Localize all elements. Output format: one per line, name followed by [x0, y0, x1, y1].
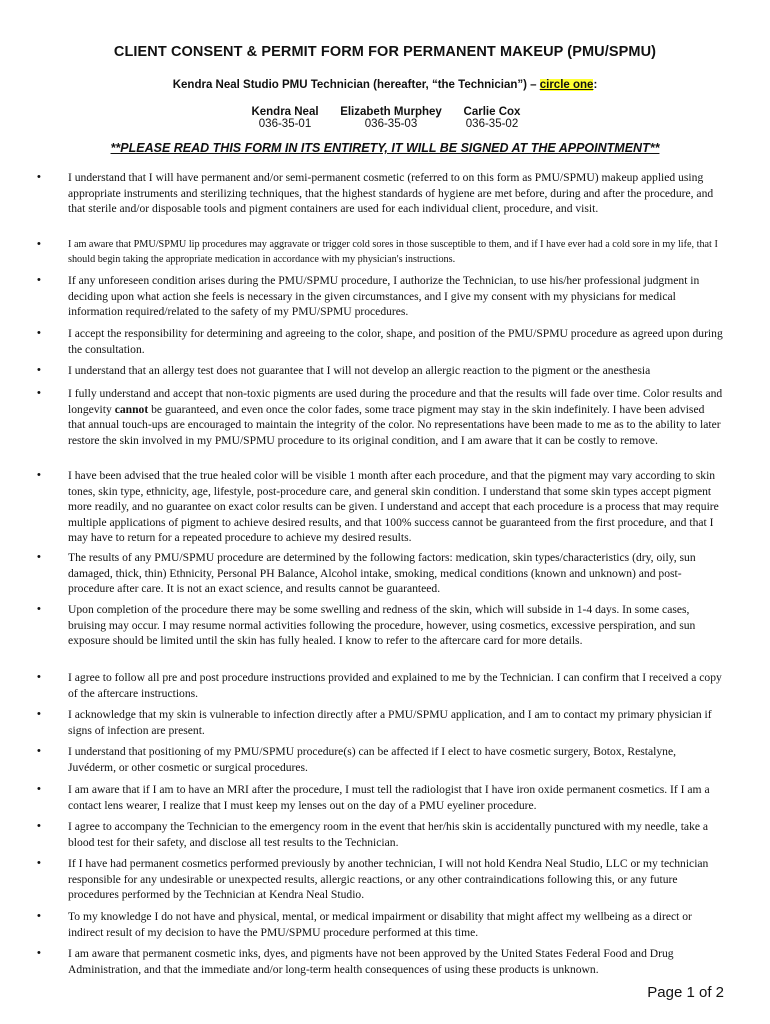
subtitle-colon: : — [593, 79, 598, 91]
consent-item — [37, 468, 723, 546]
technician-option-kendra[interactable] — [235, 106, 335, 130]
bullet: • — [37, 238, 41, 250]
consent-item — [37, 909, 723, 940]
bullet: • — [37, 171, 41, 183]
technician-license: 036-35-01 — [258, 118, 312, 130]
technician-subtitle — [0, 79, 770, 91]
bullet: • — [37, 327, 41, 339]
form-title: CLIENT CONSENT & PERMIT FORM FOR PERMANENT MAKEUP (PMU/SPMU) — [113, 44, 657, 60]
consent-item-text: I accept the responsibility for determining and agreeing to the color, shape, and position of the PMU/SPMU procedure as agreed upon during the consultation. — [68, 327, 723, 356]
bullet: • — [37, 364, 41, 376]
consent-item-text: I understand that I will have permanent and/or semi-permanent cosmetic (referred to on this form as PMU/SPMU) makeup applied using appropriate instruments and sterilizing techniques, that the highest standards of hygiene are met before, during and after the procedure, and that sterile and/or disposable tools and pigment containers are used for each individual client, procedure, and visit. — [68, 171, 714, 216]
consent-item-text: I agree to accompany the Technician to the emergency room in the event that her/his skin is accidentally punctured with my needle, take a blood test for their safety, and disclose all test results to the Technician. — [68, 820, 709, 849]
consent-item-text: I understand that positioning of my PMU/SPMU procedure(s) can be affected if I elect to have cosmetic surgery, Botox, Restalyne, Juvéderm, or other cosmetic or surgical procedures. — [68, 745, 676, 774]
circle-one-highlight: circle one — [539, 79, 594, 91]
read-entirety-notice: **PLEASE READ THIS FORM IN ITS ENTIRETY, IT WILL BE SIGNED AT THE APPOINTMENT** — [110, 141, 660, 155]
bullet: • — [37, 603, 41, 615]
consent-item-text: I agree to follow all pre and post procedure instructions provided and explained to me by the Technician. I can confirm that I received a copy of the aftercare instructions. — [68, 671, 722, 700]
consent-item — [37, 819, 723, 850]
consent-item — [37, 670, 723, 701]
consent-item — [37, 326, 723, 357]
bullet: • — [37, 783, 41, 795]
consent-item — [37, 273, 723, 320]
technician-name: Carlie Cox — [463, 106, 521, 118]
technician-name: Kendra Neal — [251, 106, 319, 118]
consent-item-text: If any unforeseen condition arises during the PMU/SPMU procedure, I authorize the Technician, to use his/her professional judgment in deciding upon what action she feels is necessary in the given circumstances, and I give my consent with my physicians for medical information required/related to the safety of my PMU/SPMU procedures. — [68, 274, 700, 319]
consent-item-text: I understand that an allergy test does not guarantee that I will not develop an allergic reaction to the pigment or the anesthesia — [68, 364, 651, 377]
consent-item-text: I am aware that permanent cosmetic inks, dyes, and pigments have not been approved by the United States Federal Food and Drug Administration, and that the immediate and/or long-term health consequences of using these products is unknown. — [68, 947, 674, 976]
consent-item — [37, 946, 723, 977]
technician-option-carlie[interactable] — [447, 106, 537, 130]
consent-item — [37, 782, 723, 813]
consent-item — [37, 707, 723, 738]
consent-item — [37, 363, 723, 379]
page-number: Page 1 of 2 — [647, 984, 724, 1001]
bullet: • — [37, 274, 41, 286]
consent-item — [37, 386, 723, 448]
bullet: • — [37, 551, 41, 563]
technician-name: Elizabeth Murphey — [340, 106, 442, 118]
bullet: • — [37, 708, 41, 720]
consent-item-text: I have been advised that the true healed color will be visible 1 month after each procedure, and that the pigment may vary according to skin tones, skin type, ethnicity, age, lifestyle, post-procedure care, and general skin condition. I understand that some skin types accept pigment more readily, and no guarantee on exact color results can be given. I understand and accept that each procedure is a process that may require multiple applications of pigment to achieve desired results, and that 100% success cannot be guaranteed from the first procedure, and that I may have to return for a repeated procedure to achieve my desired results. — [68, 469, 719, 545]
consent-item — [37, 237, 723, 268]
technician-license: 036-35-02 — [465, 118, 519, 130]
bullet: • — [37, 745, 41, 757]
bullet: • — [37, 947, 41, 959]
bullet: • — [37, 820, 41, 832]
subtitle-text: Kendra Neal Studio PMU Technician (hereafter, “the Technician”) – — [172, 79, 540, 91]
bullet: • — [37, 671, 41, 683]
consent-item-text: To my knowledge I do not have and physical, mental, or medical impairment or disability that might affect my wellbeing as a direct or indirect result of my decision to have the PMU/SPMU procedure performed at this time. — [68, 910, 692, 939]
technician-license: 036-35-03 — [364, 118, 418, 130]
consent-item-text: I am aware that if I am to have an MRI after the procedure, I must tell the radiologist that I have iron oxide permanent cosmetics. If I am a contact lens wearer, I realize that I must keep my lenses out on the day of a PMU eyeliner procedure. — [68, 783, 710, 812]
consent-item-text: The results of any PMU/SPMU procedure are determined by the following factors: medication, skin types/characteristics (dry, oily, sun damaged, thick, thin) Ethnicity, Personal PH Balance, Alcohol intake, smoking, medical conditions (known and unknown) and post-procedure after care. It is not an exact science, and results cannot be guaranteed. — [68, 551, 696, 596]
bullet: • — [37, 857, 41, 869]
consent-item-text: If I have had permanent cosmetics performed previously by another technician, I will not hold Kendra Neal Studio, LLC or my technician responsible for any undesirable or unexpected results, allergic reactions, or any other contraindications following this, or any future procedures performed by the Technician at Kendra Neal Studio. — [68, 857, 709, 902]
bullet: • — [37, 910, 41, 922]
consent-item — [37, 602, 723, 649]
consent-item — [37, 856, 723, 903]
consent-item-text: Upon completion of the procedure there may be some swelling and redness of the skin, which will subside in 1-4 days. In some cases, bruising may occur. I may resume normal activities following the procedure, however, using cosmetics, excessive perspiration, and sun exposure should be limited until the skin has fully healed. I know to refer to the aftercare card for more details. — [68, 603, 696, 648]
consent-item — [37, 550, 723, 597]
consent-item-text: I acknowledge that my skin is vulnerable to infection directly after a PMU/SPMU application, and I am to contact my primary physician if signs of infection are present. — [68, 708, 712, 737]
consent-item — [37, 170, 723, 217]
consent-item-text: I am aware that PMU/SPMU lip procedures may aggravate or trigger cold sores in those susceptible to them, and if I have ever had a cold sore in my life, that I should begin taking the appropriate medication in accordance with my physician's instructions. — [68, 239, 718, 266]
bullet: • — [37, 387, 41, 399]
bullet: • — [37, 469, 41, 481]
consent-item-text: I fully understand and accept that non-toxic pigments are used during the procedure and that the results will fade over time. Color results and longevity cannot be guaranteed, and even once the color fades, some trace pigment may stay in the skin indefinitely. I have been advised that annual touch-ups are encouraged to maintain the integrity of the color. No representations have been made to me as to the ability to later restore the skin involved in my PMU/SPMU procedure to its original condition, and I am aware that it can be costly to remove. — [68, 387, 723, 447]
technician-option-elizabeth[interactable] — [331, 106, 451, 130]
consent-item — [37, 744, 723, 775]
emphasis-cannot: cannot — [114, 402, 149, 416]
